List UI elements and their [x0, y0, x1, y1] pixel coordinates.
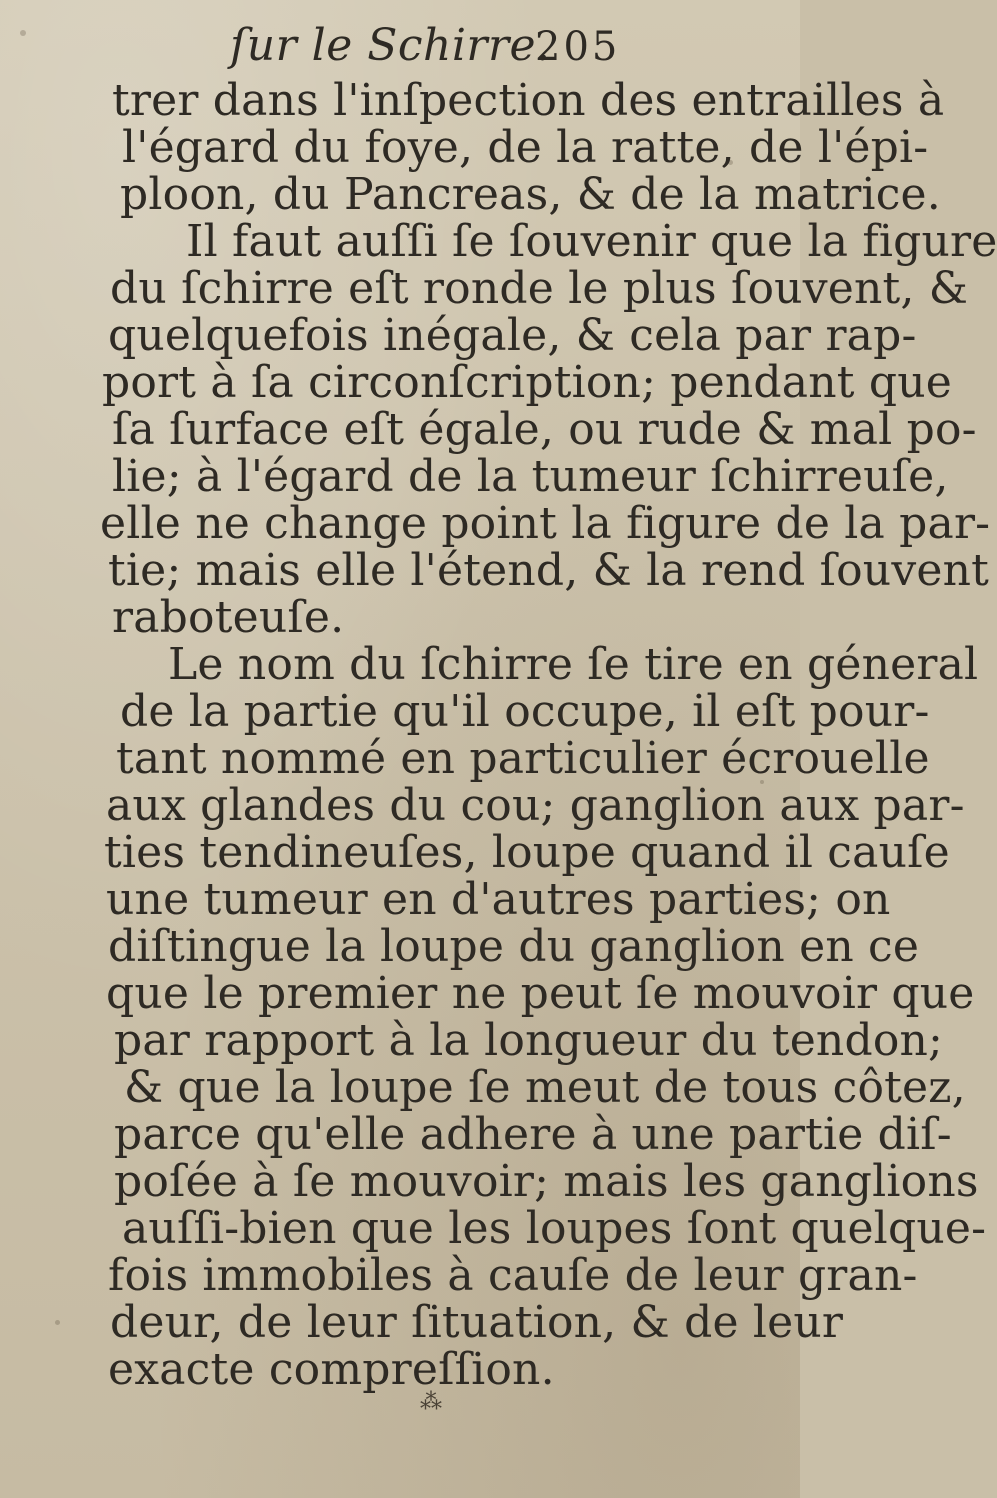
- text-line: & que la loupe ſe meut de tous côtez,: [124, 1062, 966, 1113]
- page-number: 205: [535, 24, 621, 70]
- text-line: tie; mais elle l'étend, & la rend ſouvent: [108, 545, 990, 596]
- text-line: ploon, du Pancreas, & de la matrice.: [120, 169, 941, 220]
- text-line: auſſi-bien que les loupes ſont quelque-: [122, 1203, 987, 1254]
- text-line: elle ne change point la figure de la par-: [100, 498, 991, 549]
- text-line: tant nommé en particulier écrouelle: [116, 733, 930, 784]
- text-line: poſée à ſe mouvoir; mais les ganglions: [114, 1156, 979, 1207]
- running-head-title: ſur le Schirre.: [230, 20, 551, 71]
- text-line: ſa ſurface eſt égale, ou rude & mal po-: [112, 404, 977, 455]
- text-line: quelquefois inégale, & cela par rap-: [108, 310, 917, 361]
- text-line: deur, de leur ſituation, & de leur: [110, 1297, 844, 1348]
- text-line: Il faut auſſi ſe ſouvenir que la figure: [186, 216, 997, 267]
- text-line: ties tendineuſes, loupe quand il cauſe: [104, 827, 950, 878]
- text-line: Le nom du ſchirre ſe tire en géneral: [168, 639, 979, 690]
- printer-ornament: ⁂: [420, 1390, 442, 1415]
- text-line: lie; à l'égard de la tumeur ſchirreuſe,: [112, 451, 949, 502]
- text-line: par rapport à la longueur du tendon;: [114, 1015, 944, 1066]
- text-line: parce qu'elle adhere à une partie diſ-: [114, 1109, 952, 1160]
- body-text: [0, 75, 997, 1395]
- text-line: aux glandes du cou; ganglion aux par-: [106, 780, 965, 831]
- text-line: raboteuſe.: [112, 592, 345, 643]
- running-head: [0, 16, 800, 76]
- text-line: diſtingue la loupe du ganglion en ce: [108, 921, 920, 972]
- text-line: l'égard du foye, de la ratte, de l'épi-: [122, 122, 929, 173]
- text-line: une tumeur en d'autres parties; on: [106, 874, 891, 925]
- text-line: que le premier ne peut ſe mouvoir que: [106, 968, 975, 1019]
- text-line: du ſchirre eſt ronde le plus ſouvent, &: [110, 263, 969, 314]
- text-line: fois immobiles à cauſe de leur gran-: [108, 1250, 918, 1301]
- text-line: de la partie qu'il occupe, il eſt pour-: [120, 686, 930, 737]
- text-line: exacte compreſſion.: [108, 1344, 555, 1395]
- text-line: trer dans l'inſpection des entrailles à: [112, 75, 945, 126]
- text-line: port à ſa circonſcription; pendant que: [102, 357, 952, 408]
